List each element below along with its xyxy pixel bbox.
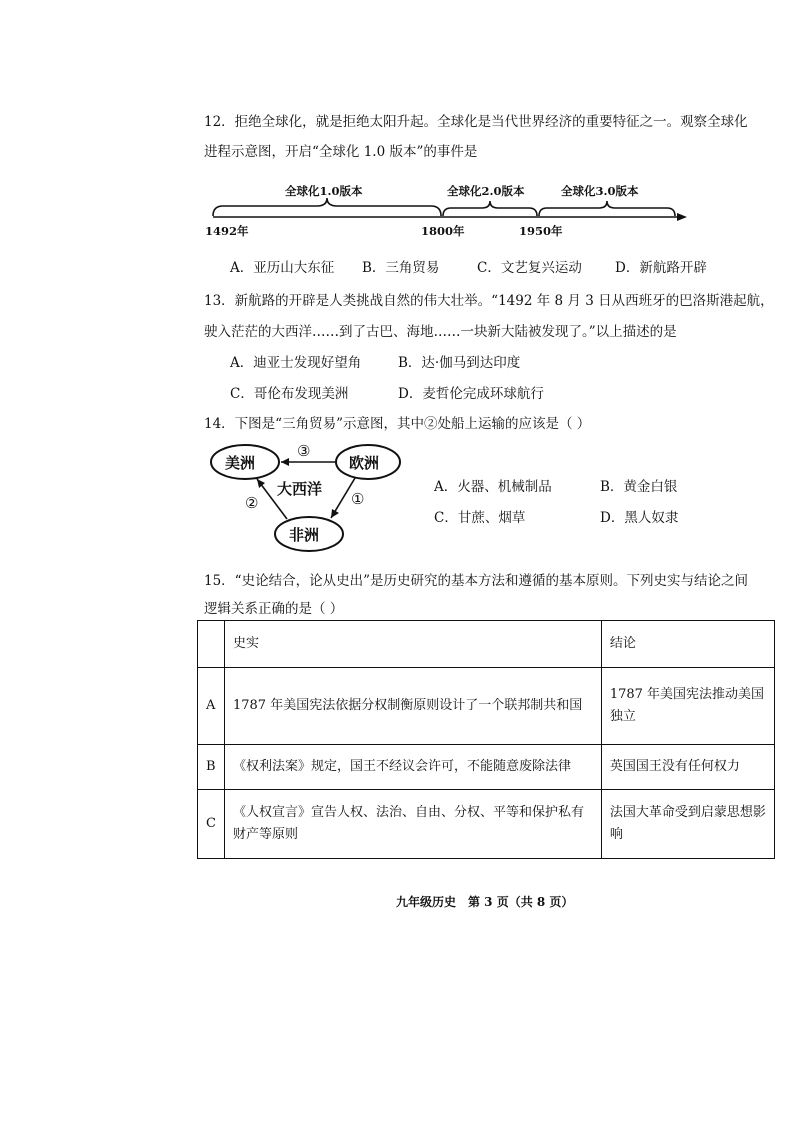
- q13-option-b: B．达·伽马到达印度: [398, 355, 521, 371]
- marker-3: ③: [297, 442, 311, 460]
- q13-stem-line1: 13．新航路的开辟是人类挑战自然的伟大壮举。“1492 年 8 月 3 日从西班牙的巴洛斯港起航，: [204, 293, 774, 309]
- q12-option-d: D．新航路开辟: [615, 260, 707, 276]
- arrow-3-head: [281, 458, 289, 466]
- q14-option-b: B．黄金白银: [600, 479, 678, 495]
- row-letter: B: [198, 745, 225, 790]
- facts-table: [197, 620, 775, 859]
- timeline-label-2: 全球化2.0版本: [447, 184, 525, 198]
- row-conclusion: 1787 年美国宪法推动美国独立: [601, 668, 774, 745]
- q12-option-a: A．亚历山大东征: [230, 260, 335, 276]
- marker-2: ②: [245, 494, 259, 512]
- node-europe: 欧洲: [349, 454, 380, 472]
- q14-stem: 14．下图是“三角贸易”示意图，其中②处船上运输的应该是（ ）: [204, 416, 591, 432]
- table-row: [198, 745, 775, 790]
- timeline-year-1950: 1950年: [519, 224, 563, 238]
- triangle-trade-diagram: [205, 440, 415, 555]
- timeline-arrowhead: [677, 213, 687, 221]
- q13-option-d: D．麦哲伦完成环球航行: [398, 386, 544, 402]
- table-header-row: [198, 621, 775, 668]
- table-header-fact: 史实: [224, 621, 601, 668]
- row-fact: 《权利法案》规定，国王不经议会许可，不能随意废除法律: [224, 745, 601, 790]
- q12-stem-line1: 12．拒绝全球化，就是拒绝太阳升起。全球化是当代世界经济的重要特征之一。观察全球化: [204, 114, 748, 130]
- q14-option-a: A．火器、机械制品: [434, 479, 552, 495]
- timeline-year-1492: 1492年: [205, 224, 249, 238]
- q12-option-c: C．文艺复兴运动: [477, 260, 582, 276]
- row-conclusion: 英国国王没有任何权力: [601, 745, 774, 790]
- row-letter: C: [198, 790, 225, 859]
- timeline-year-1800: 1800年: [421, 224, 465, 238]
- q12-stem-line2: 进程示意图，开启“全球化 1.0 版本”的事件是: [204, 144, 478, 160]
- q14-option-d: D．黑人奴隶: [600, 510, 679, 526]
- row-conclusion: 法国大革命受到启蒙思想影响: [601, 790, 774, 859]
- table-row: [198, 668, 775, 745]
- page-footer: 九年级历史 第 3 页（共 8 页）: [396, 895, 574, 909]
- q15-stem-line2: 逻辑关系正确的是（ ）: [204, 601, 344, 617]
- q12-option-b: B．三角贸易: [362, 260, 440, 276]
- node-africa: 非洲: [289, 526, 320, 544]
- brace-3: [539, 201, 675, 216]
- q14-option-c: C．甘蔗、烟草: [434, 510, 526, 526]
- table-header-conclusion: 结论: [601, 621, 774, 668]
- timeline-label-3: 全球化3.0版本: [561, 184, 639, 198]
- table-header-letter: [198, 621, 225, 668]
- row-fact: 《人权宣言》宣告人权、法治、自由、分权、平等和保护私有财产等原则: [224, 790, 601, 859]
- row-fact: 1787 年美国宪法依据分权制衡原则设计了一个联邦制共和国: [224, 668, 601, 745]
- timeline-label-1: 全球化1.0版本: [285, 184, 363, 198]
- node-americas: 美洲: [225, 454, 256, 472]
- q15-stem-line1: 15．“史论结合，论从史出”是历史研究的基本方法和遵循的基本原则。下列史实与结论之间: [204, 573, 748, 589]
- marker-1: ①: [351, 490, 365, 508]
- ocean-label: 大西洋: [277, 480, 323, 498]
- brace-2: [443, 201, 537, 216]
- q13-stem-line2: 驶入茫茫的大西洋……到了古巴、海地……一块新大陆被发现了。”以上描述的是: [204, 324, 677, 340]
- table-row: [198, 790, 775, 859]
- row-letter: A: [198, 668, 225, 745]
- q13-option-a: A．迪亚士发现好望角: [230, 355, 362, 371]
- arrow-2-head: [257, 479, 265, 488]
- globalization-timeline: [205, 180, 695, 240]
- brace-1: [213, 198, 441, 216]
- q13-option-c: C．哥伦布发现美洲: [230, 386, 349, 402]
